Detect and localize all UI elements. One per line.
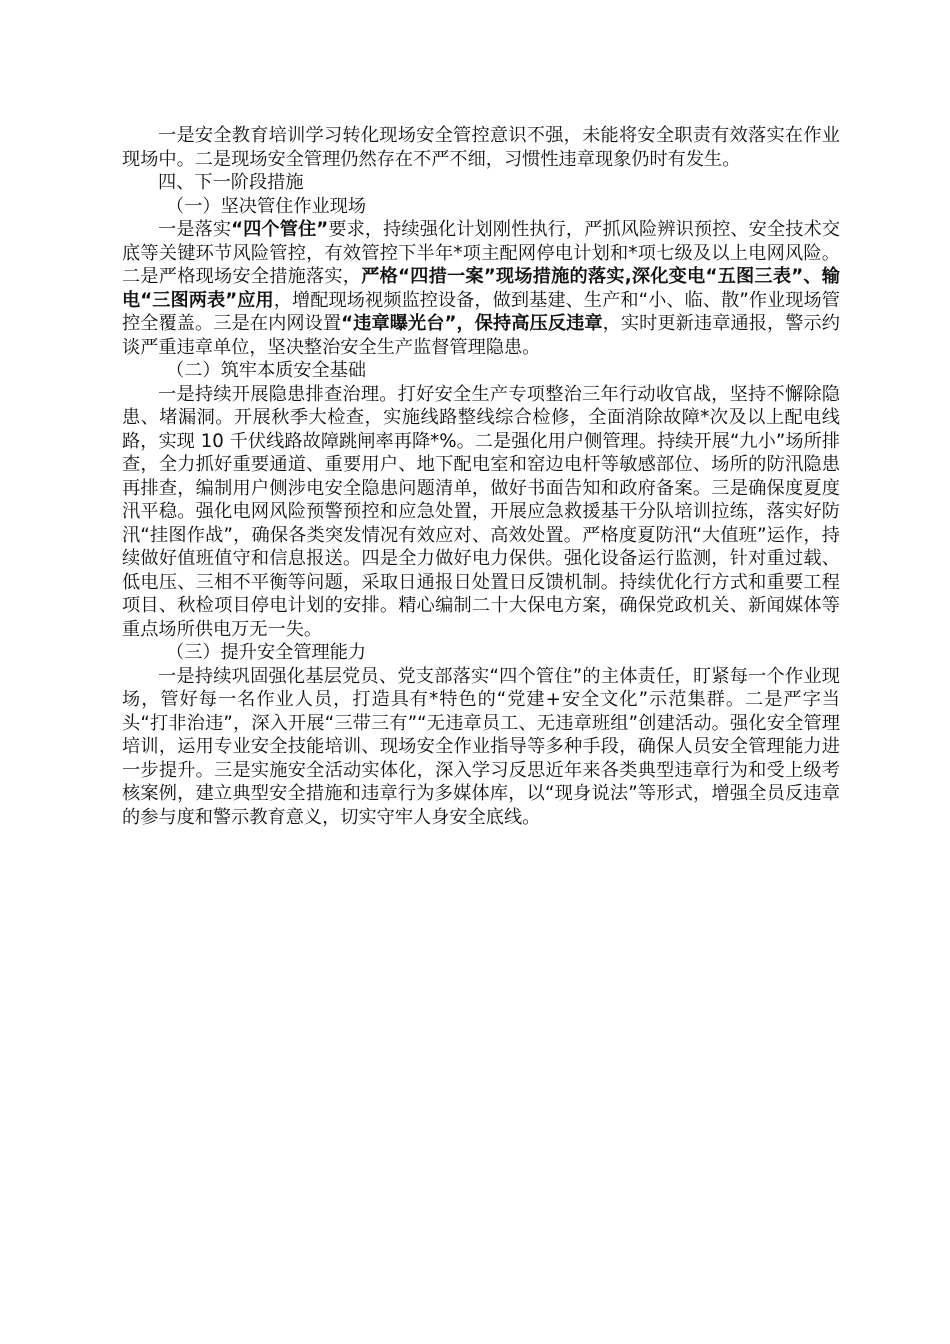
section-heading-next-measures: 四、下一阶段措施 [158,172,304,193]
text-run: ，实时更新违章通报，警示约谈严重违章单位，坚决整治安全生产监督管理隐患。 [122,313,840,358]
subheading-safety-foundation: （二）筑牢本质安全基础 [166,360,367,381]
document-body [122,124,840,829]
subheading-control-work-site: （一）坚决管住作业现场 [166,195,367,217]
text-run: ，增配现场视频监控设备，做到基建、生产和“小、临、散”作业现场管控全覆盖。三是在内网设置 [122,289,840,334]
bold-text-run: “四个管住” [231,219,329,240]
text-run: 要求，持续强化计划刚性执行，严抓风险辨识预控、安全技术交底等关键环节风险管控，有效管控下半年*项主配网停电计划和*项七级及以上电网风险。二是严格现场安全措施落实， [122,219,840,287]
paragraph-safety-foundation: 一是持续开展隐患排查治理。打好安全生产专项整治三年行动收官战，坚持不懈除隐患、堵漏洞。开展秋季大检查，实施线路整线综合检修，全面消除故障*次及以上配电线路，实现 10 千伏线路故障跳闸率再降*%。二是强化用户侧管理。持续开展“九小”场所排查，全力抓好重要通道、重要用户、地下配电室和窑边电杆等敏感部位、场所的防汛隐患再排查，编制用户侧涉电安全隐患问题清单，做好书面告知和政府备案。三是确保度夏度汛平稳。强化电网风险预警预控和应急处置，开展应急救援基干分队培训拉练，落实好防汛“挂图作战”，确保各类突发情况有效应对、高效处置。严格度夏防汛“大值班”运作，持续做好值班值守和信息报送。四是全力做好电力保供。强化设备运行监测，针对重过载、低电压、三相不平衡等问题，采取日通报日处置日反馈机制。持续优化行方式和重要工程项目、秋检项目停电计划的安排。精心编制二十大保电方案，确保党政机关、新闻媒体等重点场所供电万无一失。 [122,383,840,640]
paragraph-problems: 一是安全教育培训学习转化现场安全管控意识不强，未能将安全职责有效落实在作业现场中。二是现场安全管理仍然存在不严不细，习惯性违章现象仍时有发生。 [122,125,840,170]
text-run: 一是落实 [158,219,232,240]
subheading-management-capability: （三）提升安全管理能力 [166,642,367,663]
paragraph-control-work-site [122,218,840,359]
paragraph-management-capability: 一是持续巩固强化基层党员、党支部落实“四个管住”的主体责任，盯紧每一个作业现场，管好每一名作业人员，打造具有*特色的“党建+安全文化”示范集群。二是严字当头“打非治违”，深入开展“三带三有”“无违章员工、无违章班组”创建活动。强化安全管理培训，运用专业安全技能培训、现场安全作业指导等多种手段，确保人员安全管理能力进一步提升。三是实施安全活动实体化，深入学习反思近年来各类典型违章行为和受上级考核案例，建立典型安全措施和违章行为多媒体库，以“现身说法”等形式，增强全员反违章的参与度和警示教育意义，切实守牢人身安全底线。 [122,665,840,828]
bold-text-run: “违章曝光台”，保持高压反违章 [341,313,603,334]
bold-text-run: 严格“四措一案”现场措施的落实,深化变电“五图三表”、输电“三图两表”应用 [122,266,840,311]
